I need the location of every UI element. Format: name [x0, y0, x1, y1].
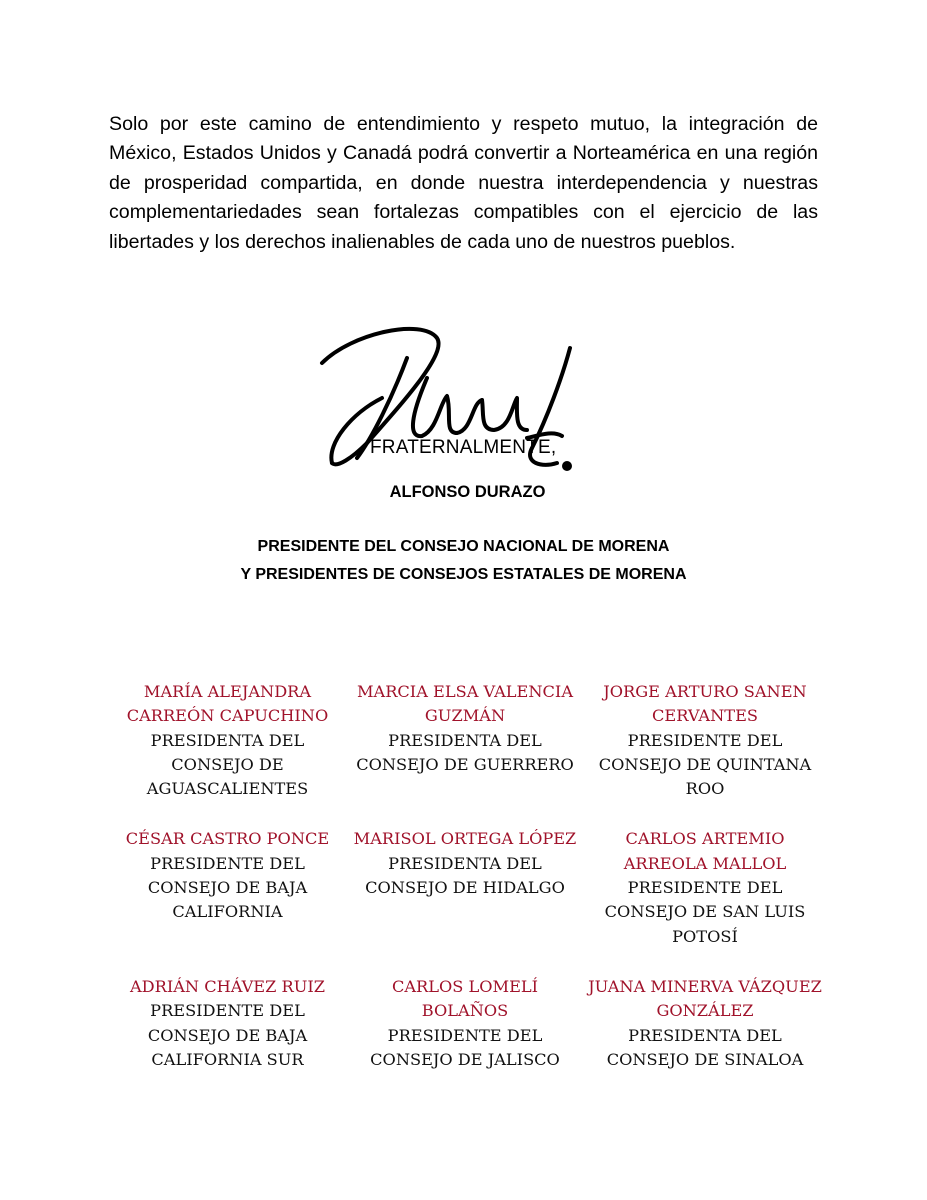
president-title: PRESIDENTA DEL CONSEJO DE SINALOA	[606, 1025, 804, 1069]
president-name: JUANA MINERVA VÁZQUEZ GONZÁLEZ	[588, 976, 822, 1021]
president-title: PRESIDENTE DEL CONSEJO DE BAJA CALIFORNIA SUR	[147, 1001, 308, 1069]
president-name: ADRIÁN CHÁVEZ RUIZ	[129, 976, 325, 996]
president-title: PRESIDENTE DEL CONSEJO DE QUINTANA ROO	[598, 730, 812, 799]
president-name: CÉSAR CASTRO PONCE	[125, 829, 330, 849]
letter-paragraph: Solo por este camino de entendimiento y respeto mutuo, la integración de México, Estados Unidos y Canadá podrá convertir a Norteamérica en una región de prosperidad compartida, en donde nuestra interdependencia y nuestras complementariedades sean fortalezas compatibles con el ejercicio de las libertades y los derechos inalienables de cada uno de nuestros pueblos.	[109, 113, 818, 253]
president-card	[350, 827, 580, 948]
signer-role	[0, 533, 927, 589]
president-card	[585, 827, 825, 948]
president-name: MARCIA ELSA VALENCIA GUZMÁN	[356, 682, 574, 726]
president-name: CARLOS ARTEMIO ARREOLA MALLOL	[623, 829, 787, 873]
president-card	[110, 827, 345, 948]
role-line-2: Y PRESIDENTES DE CONSEJOS ESTATALES DE MORENA	[240, 566, 687, 583]
signer-name: ALFONSO DURAZO	[389, 483, 546, 501]
president-card	[585, 680, 825, 801]
president-card	[350, 680, 580, 801]
president-title: PRESIDENTA DEL CONSEJO DE HIDALGO	[365, 853, 565, 898]
closing-salutation: FRATERNALMENTE,	[370, 437, 557, 458]
president-name: CARLOS LOMELÍ BOLAÑOS	[391, 976, 539, 1021]
role-line-1: PRESIDENTE DEL CONSEJO NACIONAL DE MORENA	[257, 538, 670, 555]
president-title: PRESIDENTA DEL CONSEJO DE AGUASCALIENTES	[146, 730, 309, 799]
president-name: JORGE ARTURO SANEN CERVANTES	[603, 682, 807, 726]
president-card	[110, 680, 345, 801]
president-card	[585, 975, 825, 1072]
president-title: PRESIDENTE DEL CONSEJO DE SAN LUIS POTOSÍ	[604, 878, 806, 946]
president-name: MARISOL ORTEGA LÓPEZ	[353, 829, 577, 849]
president-name: MARÍA ALEJANDRA CARREÓN CAPUCHINO	[126, 682, 329, 726]
president-title: PRESIDENTE DEL CONSEJO DE JALISCO	[370, 1025, 560, 1069]
president-title: PRESIDENTE DEL CONSEJO DE BAJA CALIFORNIA	[147, 853, 308, 922]
president-title: PRESIDENTA DEL CONSEJO DE GUERRERO	[356, 730, 574, 774]
president-card	[110, 975, 345, 1072]
presidents-grid	[110, 680, 825, 1072]
president-card	[350, 975, 580, 1072]
